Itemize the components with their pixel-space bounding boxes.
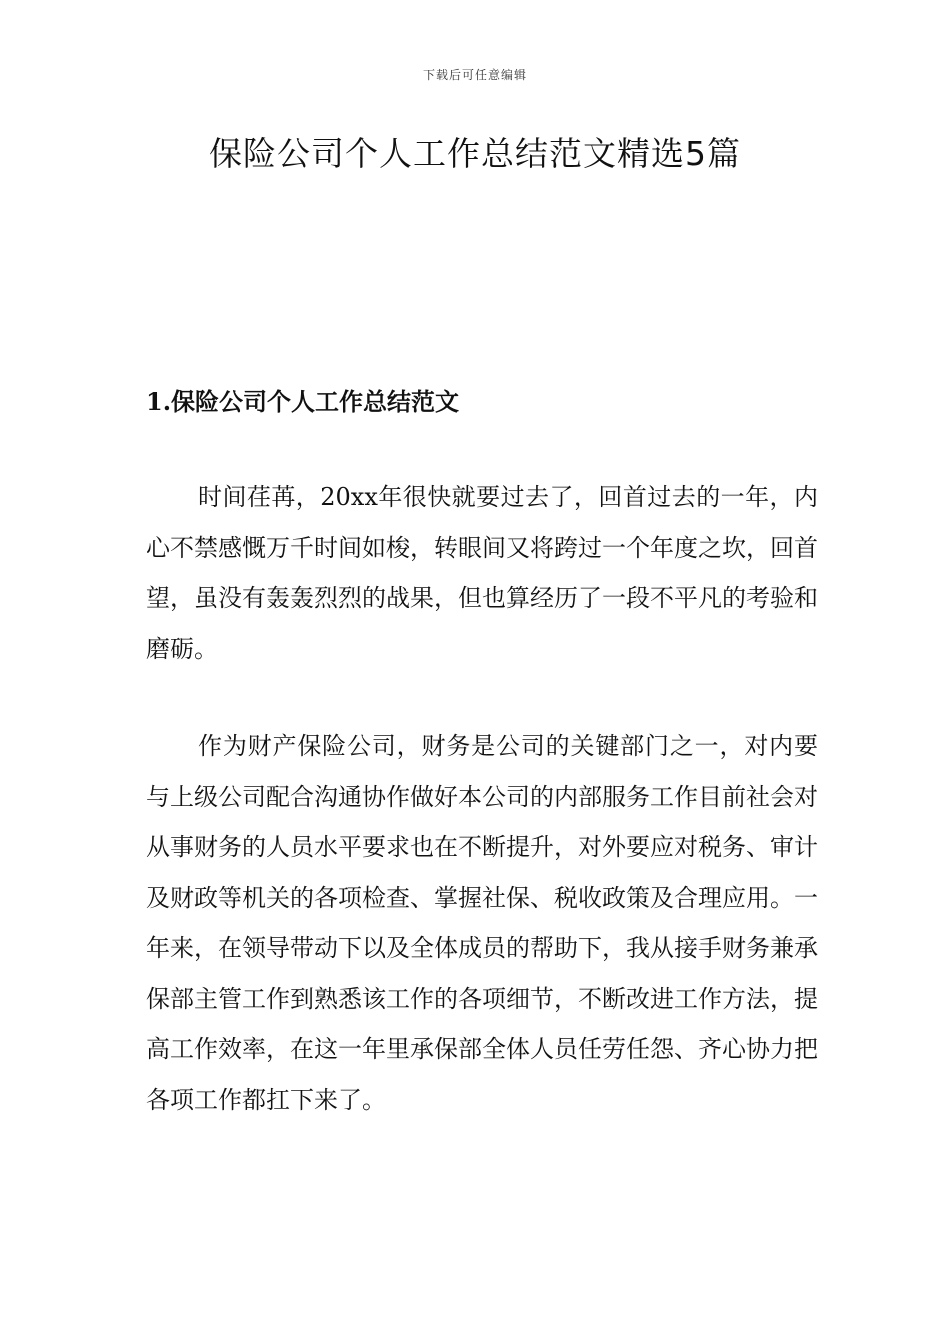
document-title: 保险公司个人工作总结范文精选5篇 [209,134,741,173]
header-note: 下载后可任意编辑 [422,68,527,82]
section-heading: 1.保险公司个人工作总结范文 [146,387,460,416]
paragraph-1: 时间荏苒，20xx年很快就要过去了，回首过去的一年，内心不禁感慨万千时间如梭，转眼间又将跨过一个年度之坎，回首望，虽没有轰轰烈烈的战果，但也算经历了一段不平凡的考验和磨砺。 [146,483,818,663]
paragraph-2: 作为财产保险公司，财务是公司的关键部门之一，对内要与上级公司配合沟通协作做好本公司的内部服务工作目前社会对从事财务的人员水平要求也在不断提升，对外要应对税务、审计及财政等机关的各项检查、掌握社保、税收政策及合理应用。一年来，在领导带动下以及全体成员的帮助下，我从接手财务兼承保部主管工作到熟悉该工作的各项细节，不断改进工作方法，提高工作效率，在这一年里承保部全体人员任劳任怨、齐心协力把各项工作都扛下来了。 [146,732,818,1114]
